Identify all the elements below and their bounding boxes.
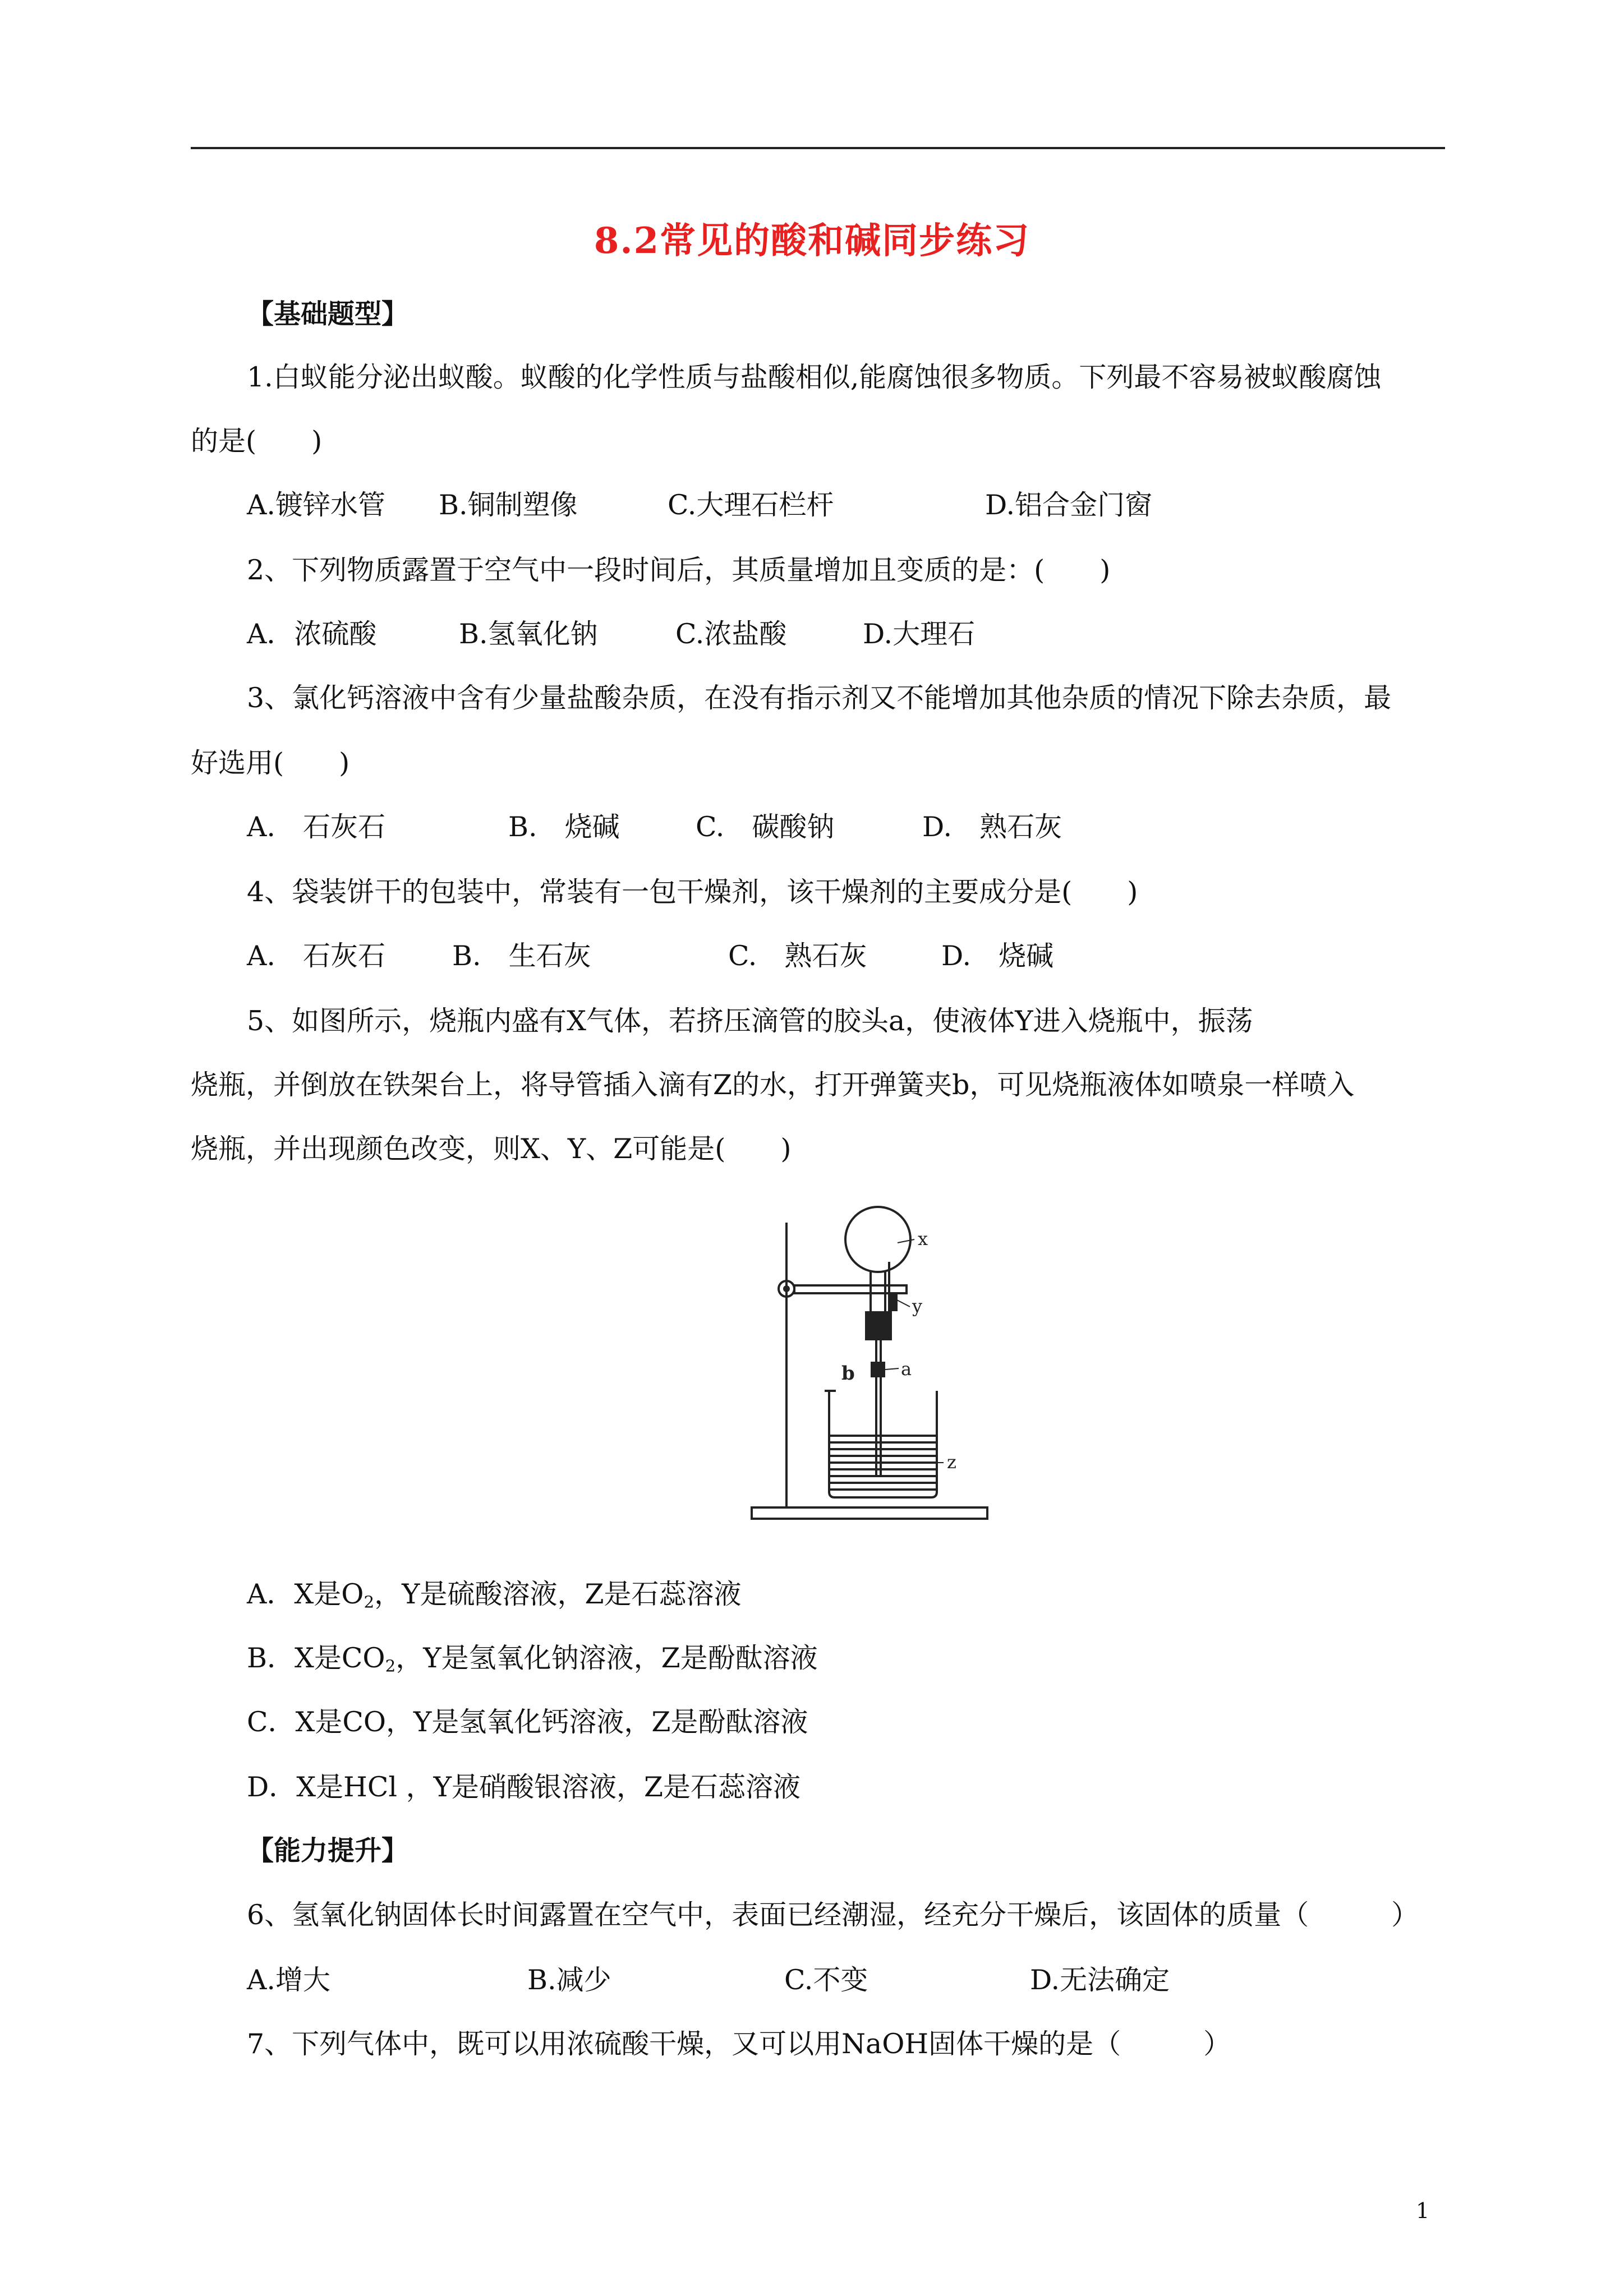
question-1-text-cont: 的是( ): [191, 425, 323, 457]
question-3-option-a: A. 石灰石: [247, 811, 385, 843]
question-2-option-d: D.大理石: [863, 618, 976, 650]
label-y: y: [912, 1295, 923, 1317]
question-5-option-d: D．X是HCl ，Y是硝酸银溶液，Z是石蕊溶液: [247, 1771, 801, 1803]
header-rule: [191, 147, 1445, 149]
beaker: [829, 1391, 937, 1497]
label-b: b: [841, 1362, 855, 1385]
question-6-option-c: C.不变: [784, 1964, 868, 1996]
question-3-option-d: D. 熟石灰: [922, 811, 1062, 843]
fountain-apparatus-figure: [746, 1200, 999, 1525]
question-5-text-cont: 烧瓶，并倒放在铁架台上，将导管插入滴有Z的水，打开弹簧夹b，可见烧瓶液体如喷泉一样喷入: [191, 1069, 1355, 1101]
question-3-text: 3、氯化钙溶液中含有少量盐酸杂质，在没有指示剂又不能增加其他杂质的情况下除去杂质，最: [247, 682, 1392, 714]
question-1-option-a: A.镀锌水管: [247, 489, 385, 521]
question-1-option-d: D.铝合金门窗: [985, 489, 1153, 521]
question-3-option-c: C. 碳酸钠: [696, 811, 835, 843]
question-2-option-c: C.浓盐酸: [675, 618, 787, 650]
page-number: 1: [1416, 2198, 1430, 2223]
question-5-text: 5、如图所示，烧瓶内盛有X气体，若挤压滴管的胶头a，使液体Y进入烧瓶中，振荡: [247, 1005, 1253, 1037]
question-6-option-d: D.无法确定: [1030, 1964, 1170, 1996]
question-1-option-c: C.大理石栏杆: [668, 489, 834, 521]
question-5-option-a: A．X是$O_2$，Y是硫酸溶液，Z是石蕊溶液: [247, 1578, 742, 1612]
question-4-option-a: A. 石灰石: [247, 940, 385, 972]
question-5-option-b: B．X是$CO_2$，Y是氢氧化钠溶液，Z是酚酞溶液: [247, 1642, 818, 1676]
question-4-option-d: D. 烧碱: [941, 940, 1054, 972]
question-2-option-b: B.氢氧化钠: [459, 618, 598, 650]
question-3-text-cont: 好选用( ): [191, 747, 350, 779]
question-1-option-b: B.铜制塑像: [439, 489, 578, 521]
question-6-option-b: B.减少: [527, 1964, 611, 1996]
round-flask: [845, 1207, 910, 1272]
dropper-bulb: [890, 1295, 896, 1310]
question-5-option-c: C．X是CO，Y是氢氧化钙溶液，Z是酚酞溶液: [247, 1706, 808, 1738]
label-x: x: [918, 1228, 928, 1250]
question-3-option-b: B. 烧碱: [508, 811, 620, 843]
question-6-text: 6、氢氧化钠固体长时间露置在空气中，表面已经潮湿，经充分干燥后，该固体的质量（ ）: [247, 1899, 1419, 1931]
question-7-text: 7、下列气体中，既可以用浓硫酸干燥，又可以用NaOH固体干燥的是（ ）: [247, 2028, 1231, 2060]
question-5-text-cont-2: 烧瓶，并出现颜色改变，则X、Y、Z可能是( ): [191, 1133, 792, 1165]
page-title: 8.2常见的酸和碱同步练习: [594, 220, 1030, 262]
question-2-option-a: A．浓硫酸: [247, 618, 377, 650]
question-4-option-b: B. 生石灰: [452, 940, 591, 972]
question-4-text: 4、袋装饼干的包装中，常装有一包干燥剂，该干燥剂的主要成分是( ): [247, 876, 1138, 908]
section-heading-basic: 【基础题型】: [247, 298, 409, 330]
label-a: a: [901, 1358, 912, 1380]
question-6-option-a: A.增大: [247, 1964, 330, 1996]
stand-base: [752, 1507, 987, 1519]
label-z: z: [947, 1451, 956, 1473]
question-4-option-c: C. 熟石灰: [728, 940, 867, 972]
section-heading-advanced: 【能力提升】: [247, 1835, 409, 1866]
spring-clip: [872, 1363, 884, 1376]
question-2-text: 2、下列物质露置于空气中一段时间后，其质量增加且变质的是：( ): [247, 554, 1111, 586]
flask-stopper: [866, 1312, 891, 1339]
question-1-text: 1.白蚁能分泌出蚁酸。蚁酸的化学性质与盐酸相似,能腐蚀很多物质。下列最不容易被蚁酸腐蚀: [247, 361, 1382, 393]
